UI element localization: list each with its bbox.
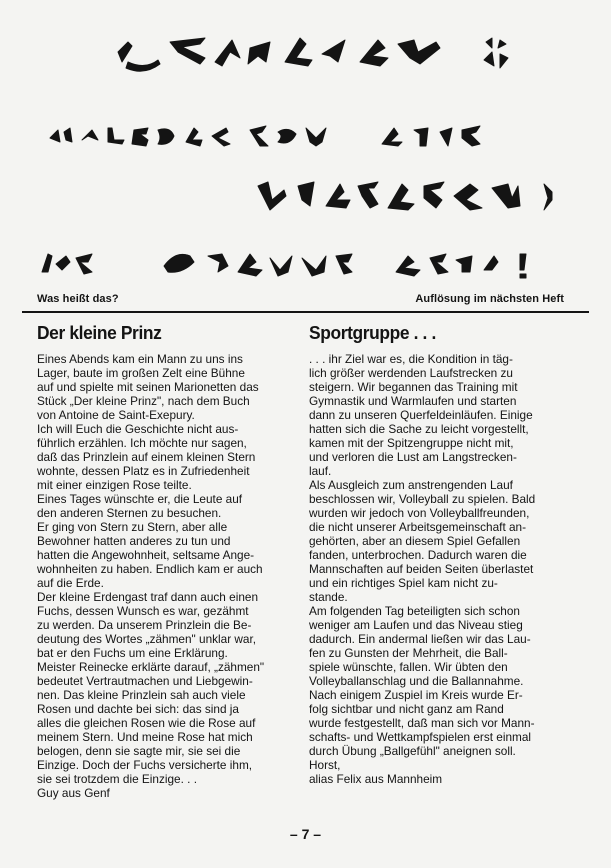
paragraph: Der kleine Erdengast traf dann auch einen Fuchs, dessen Wunsch es war, gezähmt zu werden. Da unserem Prinzlein die Be- deutung des Wortes „zähmen" unklar war, bat er den Fuchs um eine Erklärung. Meister Reinecke erklärte darauf, „zähmen" bedeutet Vertrautmachen und Liebgewin- nen. Das kleine Prinzlein sah auch viele Rosen und dachte bei sich: das sind ja alles die gleichen Rosen wie die Rose auf meinem Stern. Und meine Rose hat mich belogen, denn sie sagte mir, sie sei die Einzige. Doch der Fuchs versicherte ihm, sie sei trotzdem die Einzige. . . xyxy=(37,590,265,786)
cipher-line-1 xyxy=(118,38,508,71)
cipher-line-4 xyxy=(42,254,526,278)
cipher-puzzle xyxy=(0,0,611,290)
article-sportgruppe xyxy=(309,322,565,786)
article-title: Sportgruppe . . . xyxy=(309,322,436,343)
paragraph: Als Ausgleich zum anstrengenden Lauf beschlossen wir, Volleyball zu spielen. Bald wurden wir jedoch von Volleyballfreunden, die nicht unserer Arbeitsgemeinschaft an- gehörten, aber an diesem Spiel Gefallen fanden, unterbrochen. Dadurch waren die Mannschaften auf beiden Seiten überlastet und ein richtiges Spiel kam nicht zu- stande. xyxy=(309,478,536,604)
paragraph: Am folgenden Tag beteiligten sich schon weniger am Laufen und das Niveau stieg dadurch. Ein andermal ließen wir das Lau- fen zu Gunsten der Mehrheit, die Ball- spiele wünschte, fallen. Wir übten den Volleyballanschlag und die Ballannahme. Nach einigem Zuspiel im Kreis wurde Er- folg sichtbar und nicht ganz am Rand wurde festgestellt, daß man sich vor Mann- schafts- und Wettkampfspielen erst einmal durch Übung „Ballgefühl" aneignen soll. xyxy=(309,604,535,758)
paragraph: . . . ihr Ziel war es, die Kondition in täg- lich größer werdenden Laufstrecken zu steigern. Wir begannen das Training mit Gymnastik und Warmlaufen und starten dann zu unseren Querfeldeinläufen. Einige hatten sich die Sache zu leicht vorgestellt, kamen mit der Spitzengruppe nicht mit, und verloren die Lust am Langstrecken- lauf. xyxy=(309,352,533,478)
horizontal-divider xyxy=(22,311,589,313)
author-signature: Horst, xyxy=(309,758,341,772)
puzzle-question: Was heißt das? xyxy=(37,293,119,305)
cipher-line-2 xyxy=(50,126,480,146)
paragraph: Eines Abends kam ein Mann zu uns ins Lager, baute im großen Zelt eine Bühne auf und spielte mit seinen Marionetten das Stück „Der kleine Prinz", nach dem Buch von Antoine de Saint-Exepury. xyxy=(37,352,259,422)
paragraph: Eines Tages wünschte er, die Leute auf den anderen Sternen zu besuchen. xyxy=(37,492,243,520)
author-alias: alias Felix aus Mannheim xyxy=(309,772,443,786)
cipher-line-3 xyxy=(258,182,552,210)
paragraph: Ich will Euch die Geschichte nicht aus- führlich erzählen. Ich möchte nur sagen, daß das Prinzlein auf einem kleinen Stern wohnte, dessen Platz es in Zufriedenheit mit einer einzigen Rose teilte. xyxy=(37,422,256,492)
article-title: Der kleine Prinz xyxy=(37,322,162,343)
solution-note: Auflösung im nächsten Heft xyxy=(415,293,564,305)
page-number: – 7 – xyxy=(289,826,322,842)
author-signature: Guy aus Genf xyxy=(37,786,110,800)
paragraph: Er ging von Stern zu Stern, aber alle Bewohner hatten anderes zu tun und hatten die Angewohnheit, seltsame Ange- wohnheiten zu haben. Endlich kam er auch auf die Erde. xyxy=(37,520,263,590)
article-der-kleine-prinz xyxy=(37,322,299,800)
